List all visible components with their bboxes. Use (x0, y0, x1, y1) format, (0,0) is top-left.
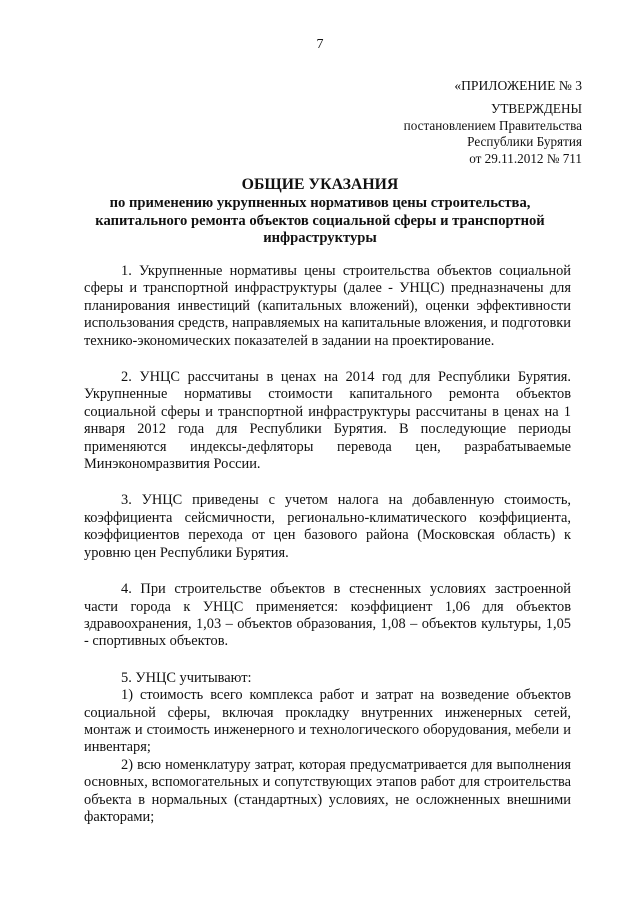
paragraph-5-item-2: 2) всю номенклатуру затрат, которая предусматривается для выполнения основных, вспомогательных и сопутствующих этапов работ для строительства объекта в нормальных (стандартных) условиях, не осложненных внешними факторами; (84, 756, 571, 825)
approval-line-3: от 29.11.2012 № 711 (469, 150, 582, 166)
document-subtitle: по применению укрупненных нормативов цены строительства, капитального ремонта объектов социальной сферы и транспортной инфраструктуры (95, 195, 545, 247)
paragraph-3: 3. УНЦС приведены с учетом налога на добавленную стоимость, коэффициента сейсмичности, регионально-климатического коэффициента, коэффициентов перехода от цен базового района (Московская область) к уровню цен Республики Бурятия. (84, 492, 571, 561)
document-title-block (80, 176, 560, 248)
approval-line-2: Республики Бурятия (467, 134, 582, 149)
document-body (84, 263, 571, 826)
paragraph-2: 2. УНЦС рассчитаны в ценах на 2014 год для Республики Бурятия. Укрупненные нормативы стоимости капитального ремонта объектов социальной сферы и транспортной инфраструктуры рассчитаны в ценах на 1 января 2012 года для Республики Бурятия. В последующие периоды применяются индексы-дефляторы перевода цен, разрабатываемые Минэкономразвития России. (84, 369, 571, 473)
appendix-label: «ПРИЛОЖЕНИЕ № 3 (454, 78, 582, 93)
paragraph-4: 4. При строительстве объектов в стесненных условиях застроенной части города к УНЦС применяется: коэффициент 1,06 для объектов здравоохранения, 1,03 – объектов образования, 1,08 – объектов культуры, 1,05 - спортивных объектов. (84, 581, 571, 650)
paragraph-5-item-1: 1) стоимость всего комплекса работ и затрат на возведение объектов социальной сферы, включая прокладку внутренних инженерных сетей, монтаж и стоимость инженерного и технологического оборудования, мебели и инвентаря; (84, 687, 571, 756)
approval-line-1: постановлением Правительства (403, 117, 582, 133)
approval-title: УТВЕРЖДЕНЫ (490, 101, 582, 116)
page-number: 7 (316, 37, 324, 52)
document-title: ОБЩИЕ УКАЗАНИЯ (241, 176, 399, 193)
approval-block (404, 101, 582, 167)
paragraph-5: 5. УНЦС учитывают: (121, 669, 252, 686)
paragraph-1: 1. Укрупненные нормативы цены строительства объектов социальной сферы и транспортной инфраструктуры (далее - УНЦС) предназначены для планирования инвестиций (капитальных вложений), оценки эффективности использования средств, направляемых на капитальные вложения, и подготовки технико-экономических показателей в задании на проектирование. (84, 263, 571, 349)
